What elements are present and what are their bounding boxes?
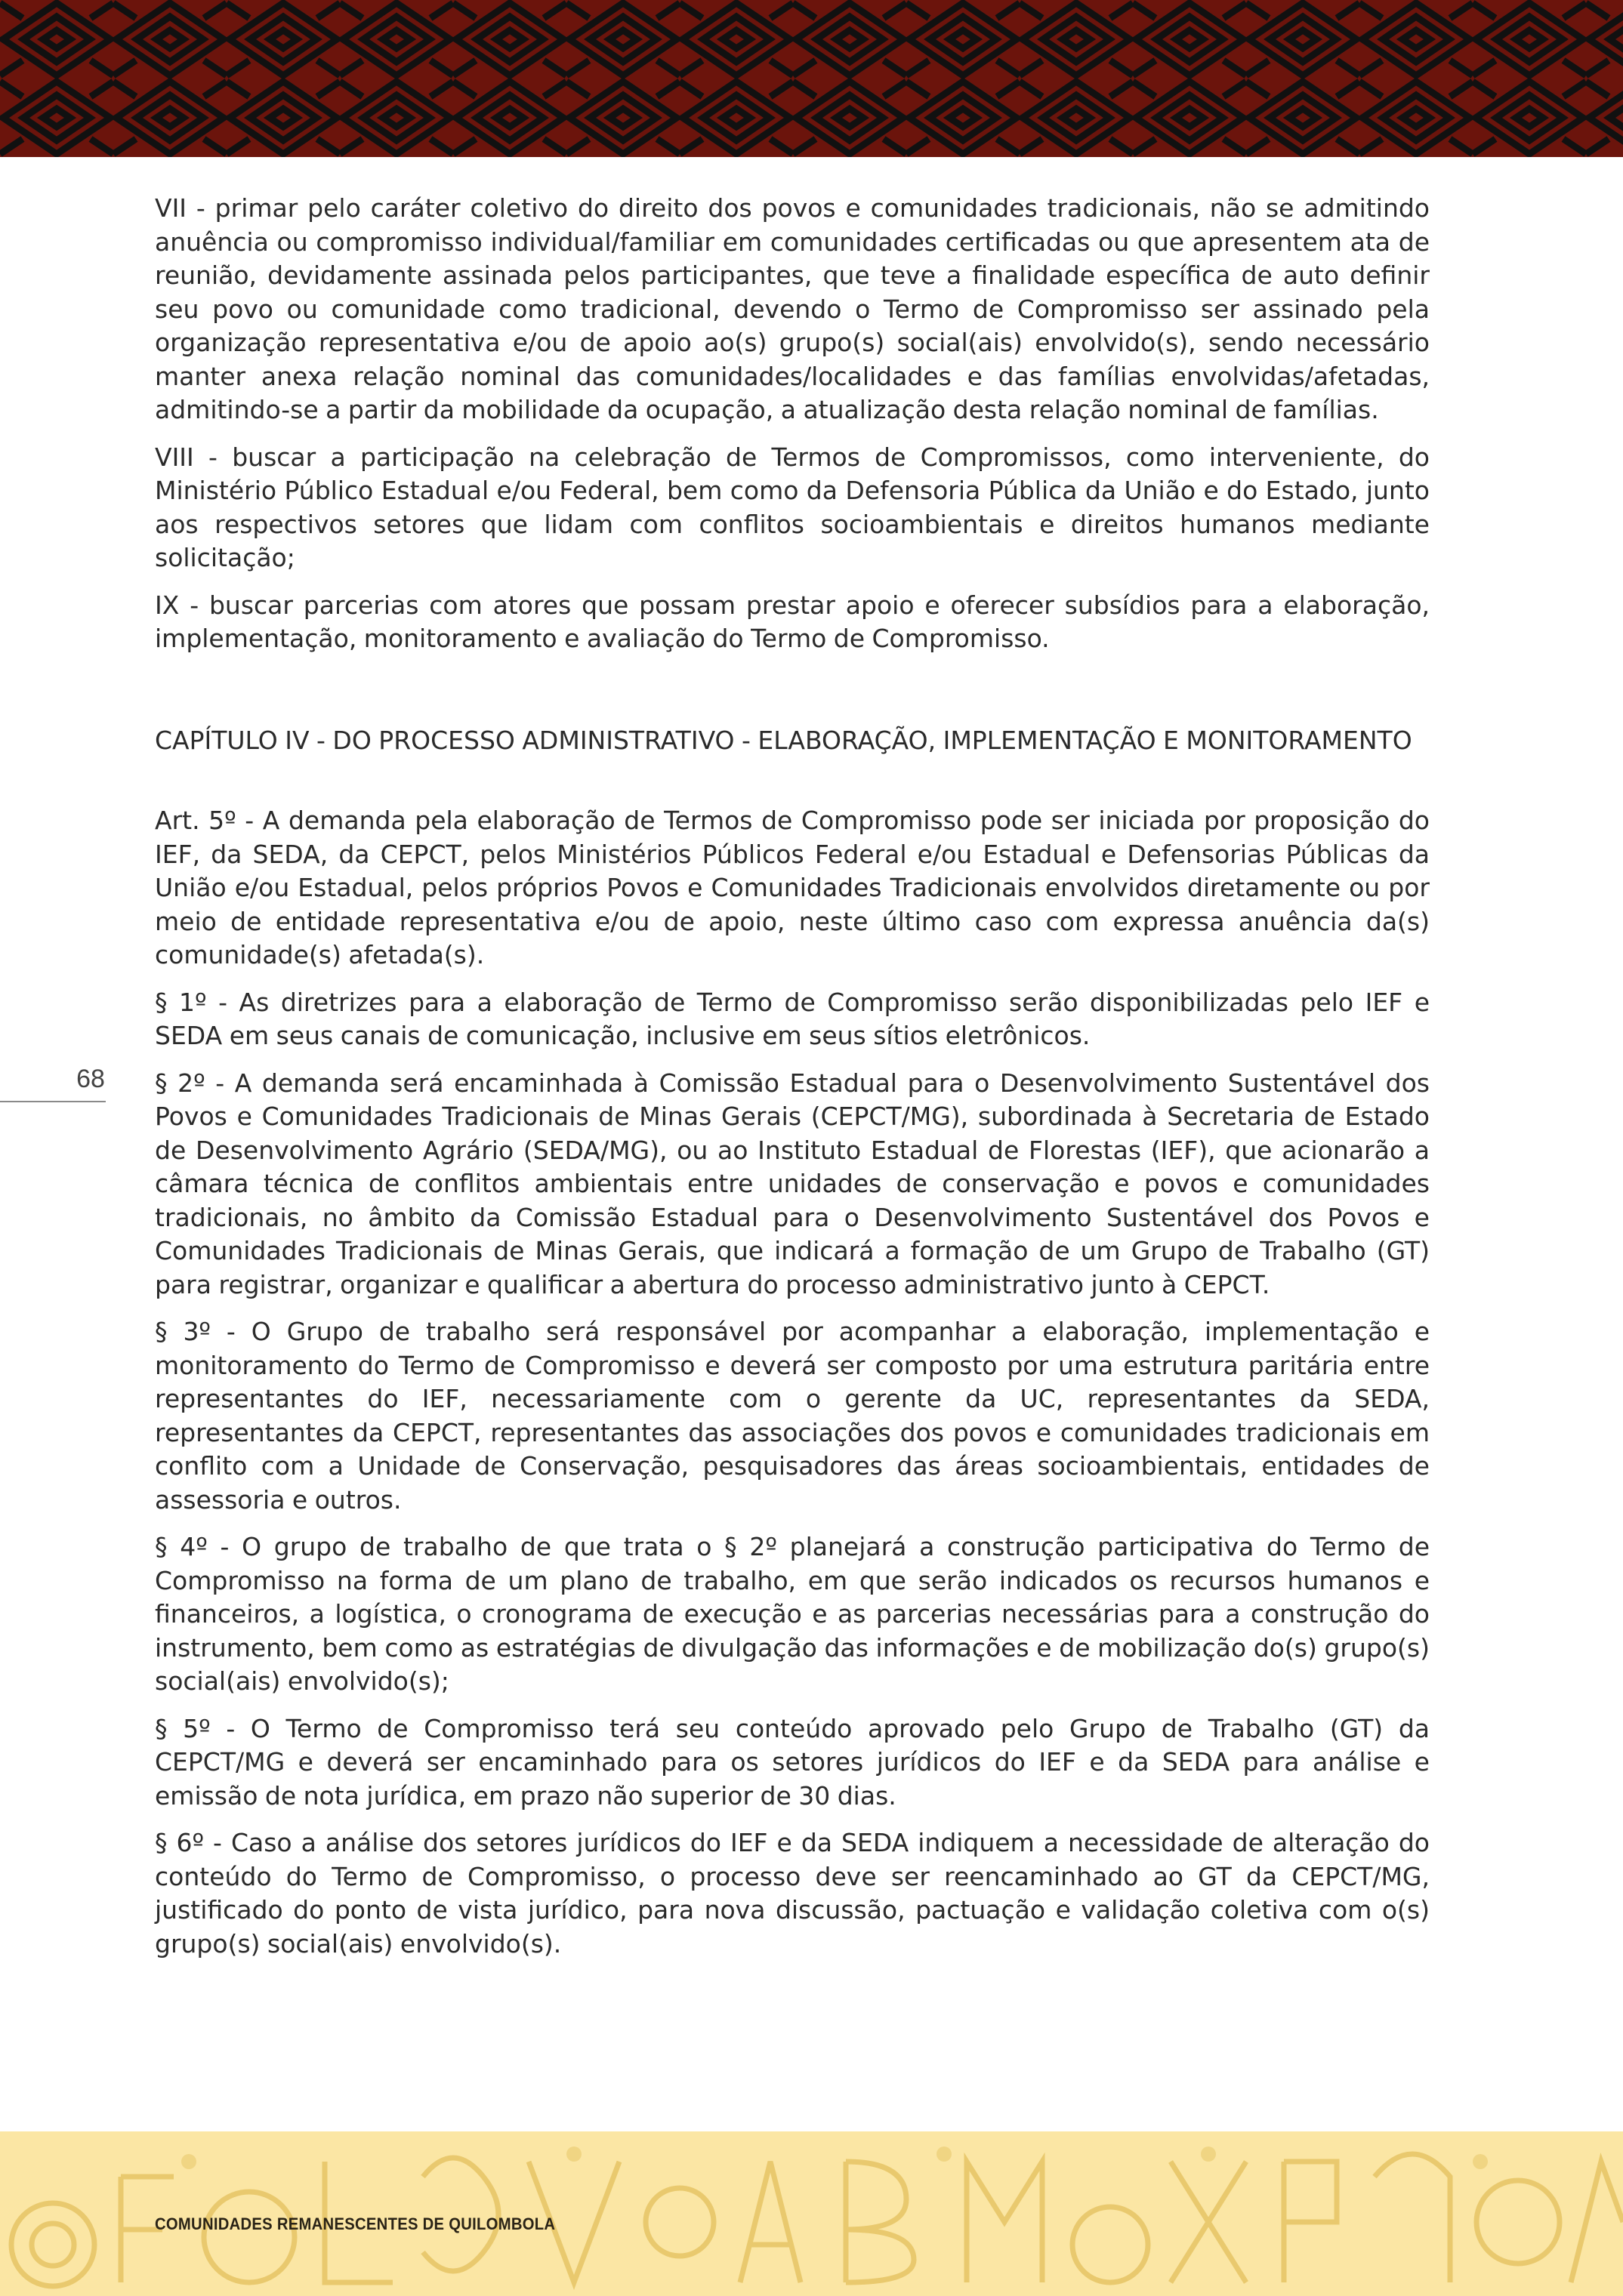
document-body — [155, 192, 1430, 1974]
top-decorative-band — [0, 0, 1623, 157]
paragraph-s3: § 3º - O Grupo de trabalho será responsável por acompanhar a elaboração, implementação e monitoramento do Termo de Compromisso e deverá ser composto por uma estrutura paritária entre representantes do IEF, necessariamente com o gerente da UC, representantes da SEDA, representantes da CEPCT, representantes das associações dos povos e comunidades tradicionais em conflito com a Unidade de Conservação, pesquisadores das áreas socioambientais, entidades de assessoria e outros. — [155, 1317, 1430, 1515]
article-5: Art. 5º - A demanda pela elaboração de Termos de Compromisso pode ser iniciada por proposição do IEF, da SEDA, da CEPCT, pelos Ministérios Públicos Federal e/ou Estadual e Defensorias Públicas da União e/ou Estadual, pelos próprios Povos e Comunidades Tradicionais envolvidos diretamente ou por meio de entidade representativa e/ou de apoio, neste último caso com expressa anuência da(s) comunidade(s) afetada(s). — [155, 806, 1430, 969]
geometric-pattern-icon — [0, 0, 1623, 157]
chapter-heading: CAPÍTULO IV - DO PROCESSO ADMINISTRATIVO - ELABORAÇÃO, IMPLEMENTAÇÃO E MONITORAMENTO — [155, 725, 1412, 755]
paragraph-ix: IX - buscar parcerias com atores que possam prestar apoio e oferecer subsídios para a elaboração, implementação, monitoramento e avaliação do Termo de Compromisso. — [155, 590, 1430, 653]
bottom-decorative-band — [0, 2131, 1623, 2296]
page-number: 68 — [76, 1065, 105, 1093]
paragraph-s2: § 2º - A demanda será encaminhada à Comissão Estadual para o Desenvolvimento Sustentável dos Povos e Comunidades Tradicionais de Minas Gerais (CEPCT/MG), subordinada à Secretaria de Estado de Desenvolvimento Agrário (SEDA/MG), ou ao Instituto Estadual de Florestas (IEF), que acionarão a câmara técnica de conflitos ambientais entre unidades de conservação e povos e comunidades tradicionais, no âmbito da Comissão Estadual para o Desenvolvimento Sustentável dos Povos e Comunidades Tradicionais de Minas Gerais, que indicará a formação de um Grupo de Trabalho (GT) para registrar, organizar e qualificar a abertura do processo administrativo junto à CEPCT. — [155, 1068, 1430, 1299]
footer-title: COMUNIDADES REMANESCENTES DE QUILOMBOLA — [155, 2214, 556, 2233]
paragraph-s5: § 5º - O Termo de Compromisso terá seu conteúdo aprovado pelo Grupo de Trabalho (GT) da CEPCT/MG e deverá ser encaminhado para os setores jurídicos do IEF e da SEDA para análise e emissão de nota jurídica, em prazo não superior de 30 dias. — [155, 1713, 1430, 1811]
paragraph-s4: § 4º - O grupo de trabalho de que trata o § 2º planejará a construção participativa do Termo de Compromisso na forma de um plano de trabalho, em que serão indicados os recursos humanos e financeiros, a logística, o cronograma de execução e as parcerias necessárias para a construção do instrumento, bem como as estratégias de divulgação das informações e de mobilização do(s) grupo(s) social(ais) envolvido(s); — [155, 1532, 1430, 1696]
glyph-pattern-icon — [0, 2131, 1623, 2296]
paragraph-s6: § 6º - Caso a análise dos setores jurídicos do IEF e da SEDA indiquem a necessidade de alteração do conteúdo do Termo de Compromisso, o processo deve ser reencaminhado ao GT da CEPCT/MG, justificado do ponto de vista jurídico, para nova discussão, pactuação e validação coletiva com o(s) grupo(s) social(ais) envolvido(s). — [155, 1828, 1430, 1959]
paragraph-vii: VII - primar pelo caráter coletivo do direito dos povos e comunidades tradicionais, não se admitindo anuência ou compromisso individual/familiar em comunidades certificadas ou que apresentem ata de reunião, devidamente assinada pelos participantes, que teve a finalidade específica de auto definir seu povo ou comunidade como tradicional, devendo o Termo de Compromisso ser assinado pela organização representativa e/ou de apoio ao(s) grupo(s) social(ais) envolvido(s), sendo necessário manter anexa relação nominal das comunidades/localidades e das famílias envolvidas/afetadas, admitindo-se a partir da mobilidade da ocupação, a atualização desta relação nominal de famílias. — [155, 193, 1430, 424]
page-number-rule — [0, 1101, 106, 1102]
paragraph-s1: § 1º - As diretrizes para a elaboração de Termo de Compromisso serão disponibilizadas pelo IEF e SEDA em seus canais de comunicação, inclusive em seus sítios eletrônicos. — [155, 987, 1430, 1050]
paragraph-viii: VIII - buscar a participação na celebração de Termos de Compromissos, como interveniente, do Ministério Público Estadual e/ou Federal, bem como da Defensoria Pública da União e do Estado, junto aos respectivos setores que lidam com conflitos socioambientais e direitos humanos mediante solicitação; — [155, 442, 1430, 572]
